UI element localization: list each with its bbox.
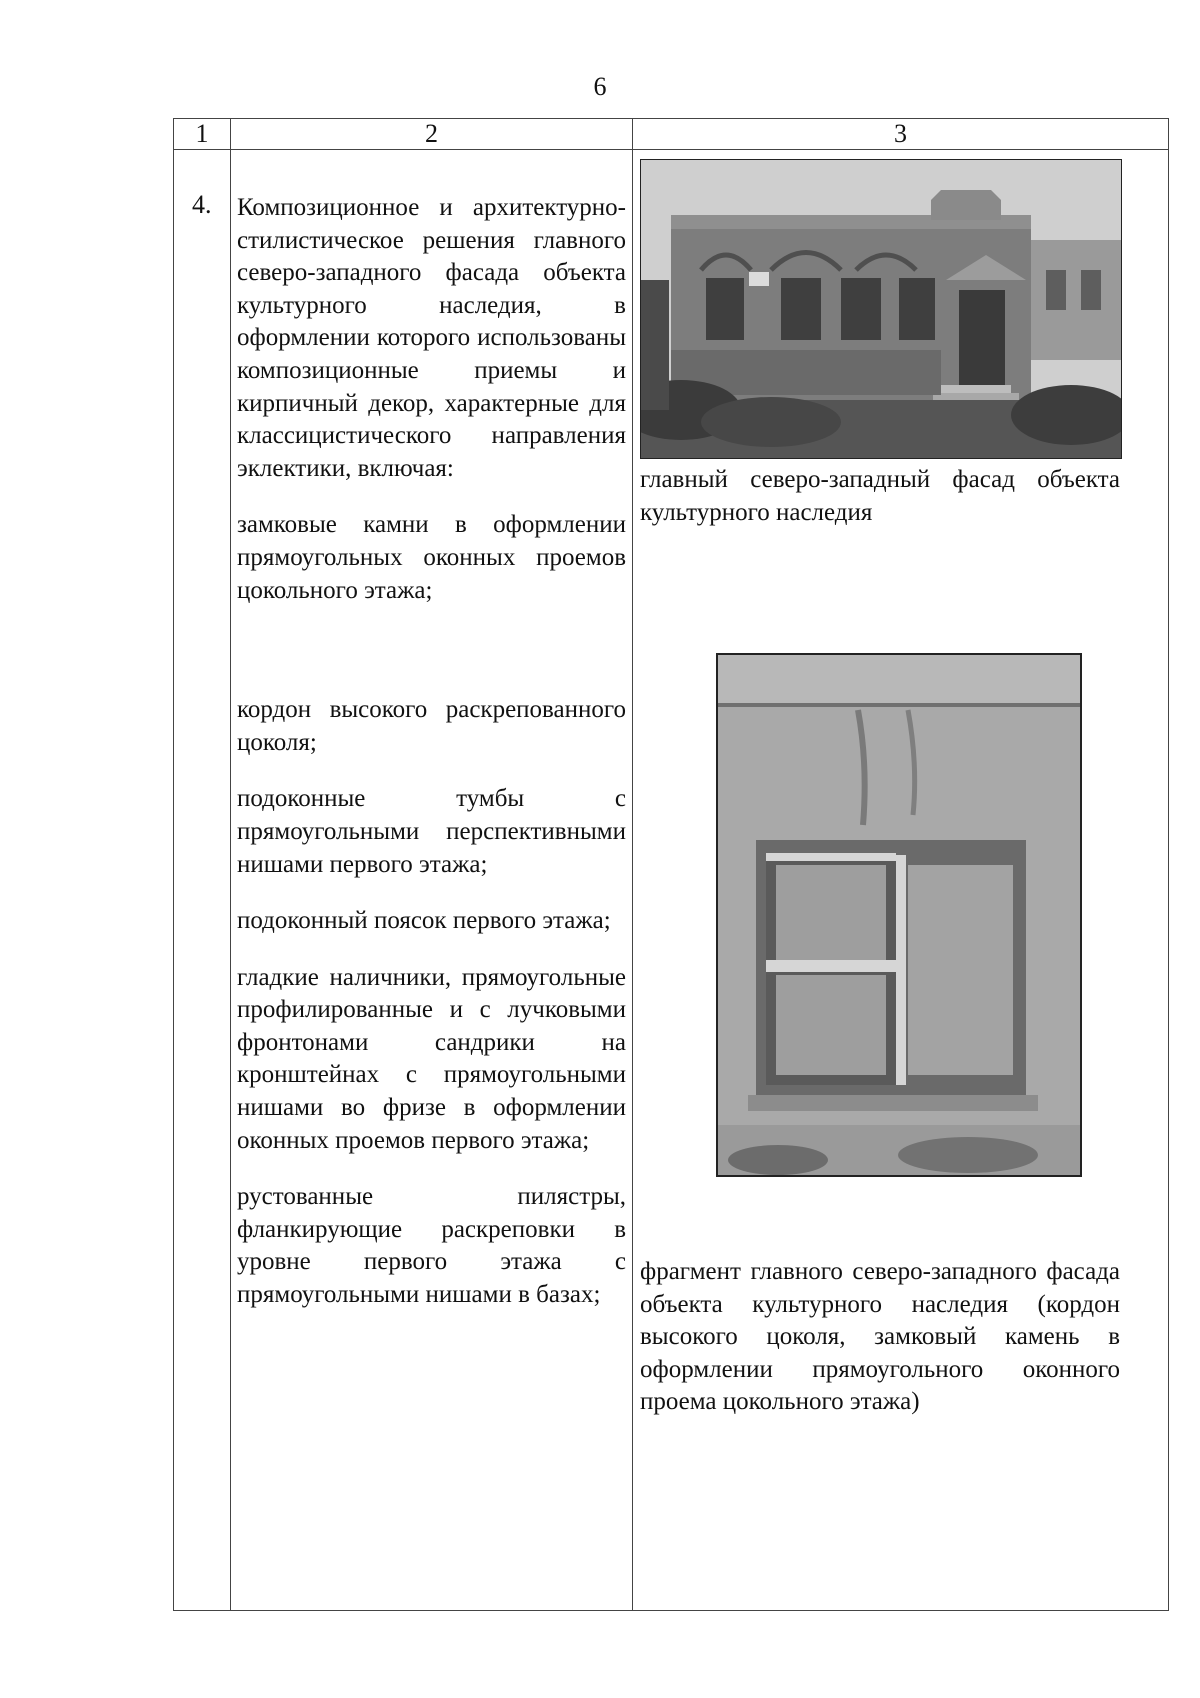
description-cell xyxy=(231,150,633,1611)
feature-item: подоконный поясок первого этажа; xyxy=(237,907,611,935)
description-text xyxy=(231,150,632,1312)
table-row xyxy=(174,150,1169,1611)
row-number: 4. xyxy=(174,150,231,1611)
column-header-2: 2 xyxy=(231,119,633,150)
page-number: 6 xyxy=(593,72,607,101)
feature-item: гладкие наличники, прямоугольные профилированные и с лучковыми фронтонами сандрики на кронштейнах с прямоугольными нишами во фризе в оформлении оконных проемов первого этажа; xyxy=(237,963,626,1154)
feature-item: рустованные пилястры, фланкирующие раскреповки в уровне первого этажа с прямоугольными нишами в базах; xyxy=(237,1183,626,1309)
heritage-table xyxy=(173,118,1169,1611)
column-header-3: 3 xyxy=(633,119,1169,150)
feature-item: подоконные тумбы с прямоугольными перспективными нишами первого этажа; xyxy=(237,785,626,878)
facade-photo-caption: главный северо-западный фасад объекта культурного наследия xyxy=(640,466,1120,526)
window-fragment-caption: фрагмент главного северо-западного фасада объекта культурного наследия (кордон высокого цоколя, замковый камень в оформлении прямоугольного оконного проема цокольного этажа) xyxy=(640,1258,1120,1416)
feature-item: замковые камни в оформлении прямоугольных оконных проемов цокольного этажа; xyxy=(237,511,626,604)
column-header-1: 1 xyxy=(174,119,231,150)
intro-paragraph: Композиционное и архитектурно-стилистическое решения главного северо-западного фасада объекта культурного наследия, в оформлении которого использованы композиционные приемы и кирпичный декор, характерные для классицистического направления эклектики, включая: xyxy=(237,194,626,482)
facade-photo xyxy=(640,159,1122,459)
photo-cell xyxy=(633,150,1169,1611)
window-fragment-photo xyxy=(716,653,1082,1177)
feature-item: кордон высокого раскрепованного цоколя; xyxy=(237,696,626,756)
table-header-row xyxy=(174,119,1169,150)
